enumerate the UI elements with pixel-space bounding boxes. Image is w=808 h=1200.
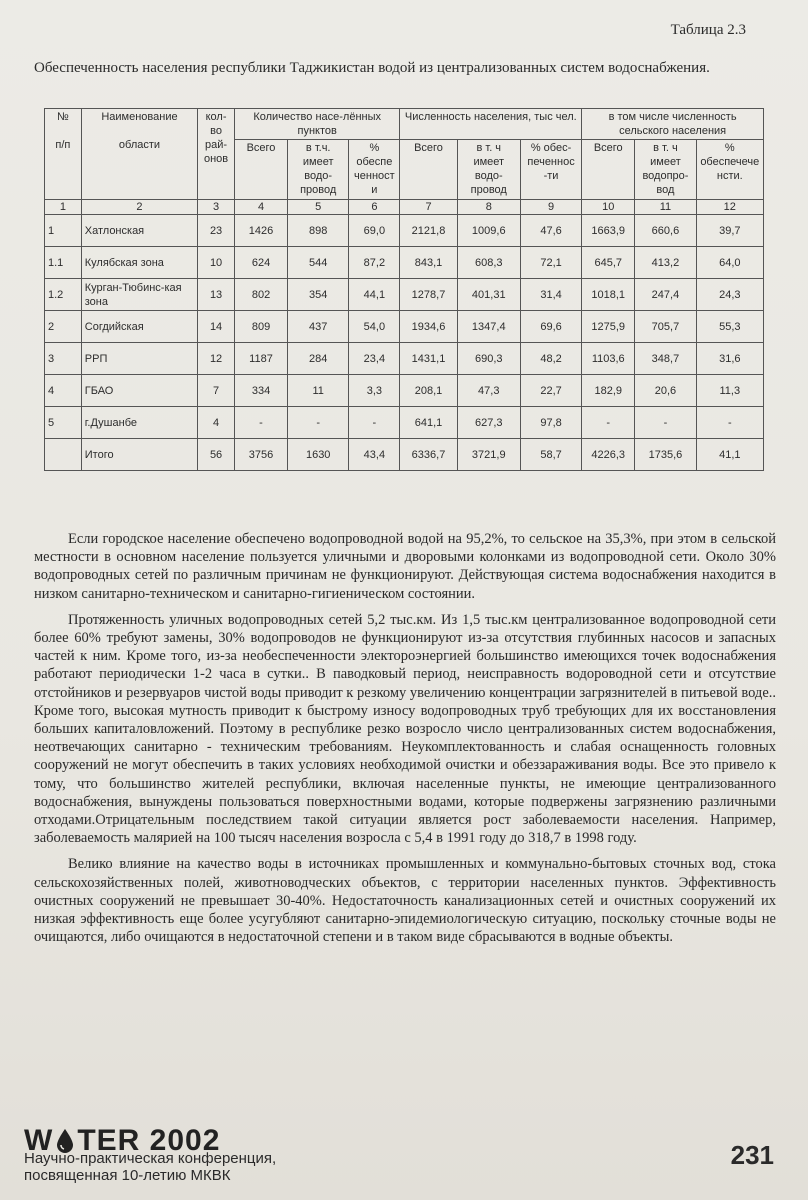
header-population-with-water: в т. ч имеет водо-провод <box>457 140 520 200</box>
column-number: 2 <box>81 200 197 215</box>
column-number: 1 <box>45 200 82 215</box>
table-cell: 1275,9 <box>582 311 635 343</box>
table-cell: - <box>234 407 287 439</box>
paragraph: Если городское население обеспечено водопроводной водой на 95,2%, то сельское на 35,3%, при этом в сельской местности в основном население пользуется уличными и дворовыми колонками из водопроводной сети. Около 30% водопроводных сетей по различным причинам не функционируют. Действующая система водоснабжения находится в низком санитарно-техническом и санитарно-гигиеническом состоянии. <box>34 531 776 602</box>
table-body <box>45 200 764 471</box>
table-cell: 87,2 <box>349 247 400 279</box>
region-name-cell: Согдийская <box>81 311 197 343</box>
column-number: 7 <box>400 200 457 215</box>
footer-line2: посвященная 10-летию МКВК <box>24 1167 231 1184</box>
table-cell: 1735,6 <box>635 439 696 471</box>
header-num <box>45 109 82 200</box>
table-cell: 660,6 <box>635 215 696 247</box>
table-cell: 1431,1 <box>400 343 457 375</box>
table-cell: 43,4 <box>349 439 400 471</box>
table-row <box>45 215 764 247</box>
table-cell: - <box>635 407 696 439</box>
table-row <box>45 439 764 471</box>
table-cell: 23,4 <box>349 343 400 375</box>
table-cell: 58,7 <box>520 439 581 471</box>
table-cell: 31,4 <box>520 279 581 311</box>
table-cell: 64,0 <box>696 247 763 279</box>
table-cell: 334 <box>234 375 287 407</box>
table-cell: 1 <box>45 215 82 247</box>
header-settlements-pct: % обеспе ченност и <box>349 140 400 200</box>
table-cell: 72,1 <box>520 247 581 279</box>
region-name-cell: Кулябская зона <box>81 247 197 279</box>
table-cell: 898 <box>288 215 349 247</box>
table-cell: 41,1 <box>696 439 763 471</box>
table-cell: 48,2 <box>520 343 581 375</box>
table-cell: 24,3 <box>696 279 763 311</box>
table-cell: 11 <box>288 375 349 407</box>
table-cell: 44,1 <box>349 279 400 311</box>
table-cell: - <box>349 407 400 439</box>
header-name-bottom: области <box>118 139 161 151</box>
header-districts: кол-во рай-онов <box>198 109 235 200</box>
table-cell: 11,3 <box>696 375 763 407</box>
header-settlements-group: Количество насе-лённых пунктов <box>234 109 399 140</box>
header-population-total: Всего <box>400 140 457 200</box>
table-cell: 56 <box>198 439 235 471</box>
column-number: 8 <box>457 200 520 215</box>
table-cell: 54,0 <box>349 311 400 343</box>
table-row <box>45 279 764 311</box>
table-cell: 641,1 <box>400 407 457 439</box>
table-cell: 284 <box>288 343 349 375</box>
column-number: 4 <box>234 200 287 215</box>
table-cell: 4 <box>198 407 235 439</box>
table-cell: 1630 <box>288 439 349 471</box>
table-cell: 182,9 <box>582 375 635 407</box>
region-name-cell: Хатлонская <box>81 215 197 247</box>
table-row <box>45 407 764 439</box>
table-cell: 247,4 <box>635 279 696 311</box>
logo-letter-w: W <box>24 1124 54 1157</box>
table-cell: 1187 <box>234 343 287 375</box>
table-cell: 55,3 <box>696 311 763 343</box>
table-cell: 348,7 <box>635 343 696 375</box>
header-rural-group: в том числе численность сельского населения <box>582 109 764 140</box>
table-cell: 437 <box>288 311 349 343</box>
table-cell <box>45 439 82 471</box>
water-supply-table <box>44 108 764 471</box>
table-cell: 2 <box>45 311 82 343</box>
column-number: 3 <box>198 200 235 215</box>
table-cell: 39,7 <box>696 215 763 247</box>
region-name-cell: г.Душанбе <box>81 407 197 439</box>
table-cell: 1009,6 <box>457 215 520 247</box>
table-cell: 690,3 <box>457 343 520 375</box>
table-row <box>45 311 764 343</box>
table-cell: 1426 <box>234 215 287 247</box>
table-cell: 13 <box>198 279 235 311</box>
column-number: 9 <box>520 200 581 215</box>
table-cell: 208,1 <box>400 375 457 407</box>
header-name-top: Наименование <box>101 111 178 123</box>
table-cell: - <box>696 407 763 439</box>
table-cell: 14 <box>198 311 235 343</box>
table-cell: 6336,7 <box>400 439 457 471</box>
table-cell: 1278,7 <box>400 279 457 311</box>
footer-line1: Научно-практическая конференция, <box>24 1150 277 1167</box>
paragraph: Велико влияние на качество воды в источниках промышленных и коммунально-бытовых сточных вод, стока сельскохозяйственных полей, животноводческих объектов, с территории населенных пунктов. Эффективность очистных сооружений не превышает 30-40%. Недостаточность канализационных сетей и очистных сооружений их низкая эффективность еще более усугубляют санитарно-эпидемиологическую ситуацию, поскольку сточные воды не очищаются, либо очищаются в недостаточной степени и в таком виде сбрасываются в водные объекты. <box>34 856 776 946</box>
table-cell: 7 <box>198 375 235 407</box>
table-cell: 12 <box>198 343 235 375</box>
table-cell: 802 <box>234 279 287 311</box>
table-cell: 47,6 <box>520 215 581 247</box>
table-cell: 1.2 <box>45 279 82 311</box>
paragraph: Протяженность уличных водопроводных сетей 5,2 тыс.км. Из 1,5 тыс.км централизованное водопроводной сети более 60% требуют замены, 30% водопроводов не функционируют из-за отсутствия глубинных насосов и запасных частей к ним. Кроме того, из-за необеспеченности электороэнергией большинство имеющихся точек водоснабжения работают периодически 1-2 часа в сутки.. В паводковый период, неисправность водороводной сети и отсутствие отстойников и резервуаров чистой воды приводит к резкому увеличению концентрации загрязнителей в питьевой воде.. Кроме того, высокая мутность приводит к быстрому износу водопроводных труб требующих для их восстановления больших капиталовложений. Поэтому в республике резко возросло число централизованных систем водоснабжения, неотвечающих санитарно - техническим требованиям. Неукомплектованность и слабая оснащенность головных сооружений не могут обеспечить в таких условиях необходимой очистки и обеззараживания воды. Все это привело к тому, что большинство жителей республики, включая населенные пункты, не имеющие централизованного водоснабжения, вынуждены пользоваться поверхностными водами, которые подвержены загрязнению различными отходами.Отрицательным последствием такой ситуации является рост заболеваемости населения. Например, заболеваемость малярией на 100 тысяч населения возросла с 5,4 в 1991 году до 318,7 в 1998 году. <box>34 611 776 847</box>
table-cell: 1663,9 <box>582 215 635 247</box>
header-name <box>81 109 197 200</box>
table-cell: 624 <box>234 247 287 279</box>
region-name-cell: Итого <box>81 439 197 471</box>
table-cell: 1018,1 <box>582 279 635 311</box>
table-row <box>45 343 764 375</box>
table-cell: 705,7 <box>635 311 696 343</box>
table-cell: - <box>288 407 349 439</box>
table-cell: 354 <box>288 279 349 311</box>
table-cell: - <box>582 407 635 439</box>
table-cell: 1347,4 <box>457 311 520 343</box>
table-cell: 31,6 <box>696 343 763 375</box>
column-number: 11 <box>635 200 696 215</box>
table-cell: 4226,3 <box>582 439 635 471</box>
table-cell: 97,8 <box>520 407 581 439</box>
page-number: 231 <box>730 1140 774 1170</box>
column-number: 10 <box>582 200 635 215</box>
header-settlements-total: Всего <box>234 140 287 200</box>
region-name-cell: Курган-Тюбинс-кая зона <box>81 279 197 311</box>
header-rural-pct: % обеспечече нсти. <box>696 140 763 200</box>
header-num-bottom: п/п <box>55 139 71 151</box>
column-numbers-row <box>45 200 764 215</box>
column-number: 12 <box>696 200 763 215</box>
table-cell: 5 <box>45 407 82 439</box>
table-cell: 47,3 <box>457 375 520 407</box>
column-number: 6 <box>349 200 400 215</box>
table-cell: 3756 <box>234 439 287 471</box>
table-label: Таблица 2.3 <box>670 22 746 38</box>
header-rural-with-water: в т. ч имеет водопро-вод <box>635 140 696 200</box>
table-cell: 627,3 <box>457 407 520 439</box>
region-name-cell: РРП <box>81 343 197 375</box>
table-cell: 69,6 <box>520 311 581 343</box>
table-cell: 809 <box>234 311 287 343</box>
table-cell: 413,2 <box>635 247 696 279</box>
table-row <box>45 375 764 407</box>
table-cell: 401,31 <box>457 279 520 311</box>
table-cell: 544 <box>288 247 349 279</box>
table-cell: 69,0 <box>349 215 400 247</box>
header-population-group: Численность населения, тыс чел. <box>400 109 582 140</box>
table-cell: 2121,8 <box>400 215 457 247</box>
table-cell: 4 <box>45 375 82 407</box>
column-number: 5 <box>288 200 349 215</box>
table-cell: 20,6 <box>635 375 696 407</box>
header-num-top: № <box>56 111 69 123</box>
table-cell: 3,3 <box>349 375 400 407</box>
table-cell: 1103,6 <box>582 343 635 375</box>
table-cell: 1934,6 <box>400 311 457 343</box>
footer-conference <box>24 1150 276 1184</box>
table-cell: 3 <box>45 343 82 375</box>
table-cell: 645,7 <box>582 247 635 279</box>
table-cell: 23 <box>198 215 235 247</box>
table-caption: Обеспеченность населения республики Таджикистан водой из централизованных систем водоснабжения. <box>34 60 710 76</box>
table-row <box>45 247 764 279</box>
table-cell: 22,7 <box>520 375 581 407</box>
header-population-pct: % обес-печеннос -ти <box>520 140 581 200</box>
logo-text: TER 2002 <box>77 1124 221 1157</box>
table-cell: 843,1 <box>400 247 457 279</box>
table-cell: 1.1 <box>45 247 82 279</box>
table-cell: 3721,9 <box>457 439 520 471</box>
table-cell: 10 <box>198 247 235 279</box>
body-text <box>34 530 776 954</box>
header-rural-total: Всего <box>582 140 635 200</box>
header-settlements-with-water: в т.ч. имеет водо-провод <box>288 140 349 200</box>
region-name-cell: ГБАО <box>81 375 197 407</box>
table-cell: 608,3 <box>457 247 520 279</box>
